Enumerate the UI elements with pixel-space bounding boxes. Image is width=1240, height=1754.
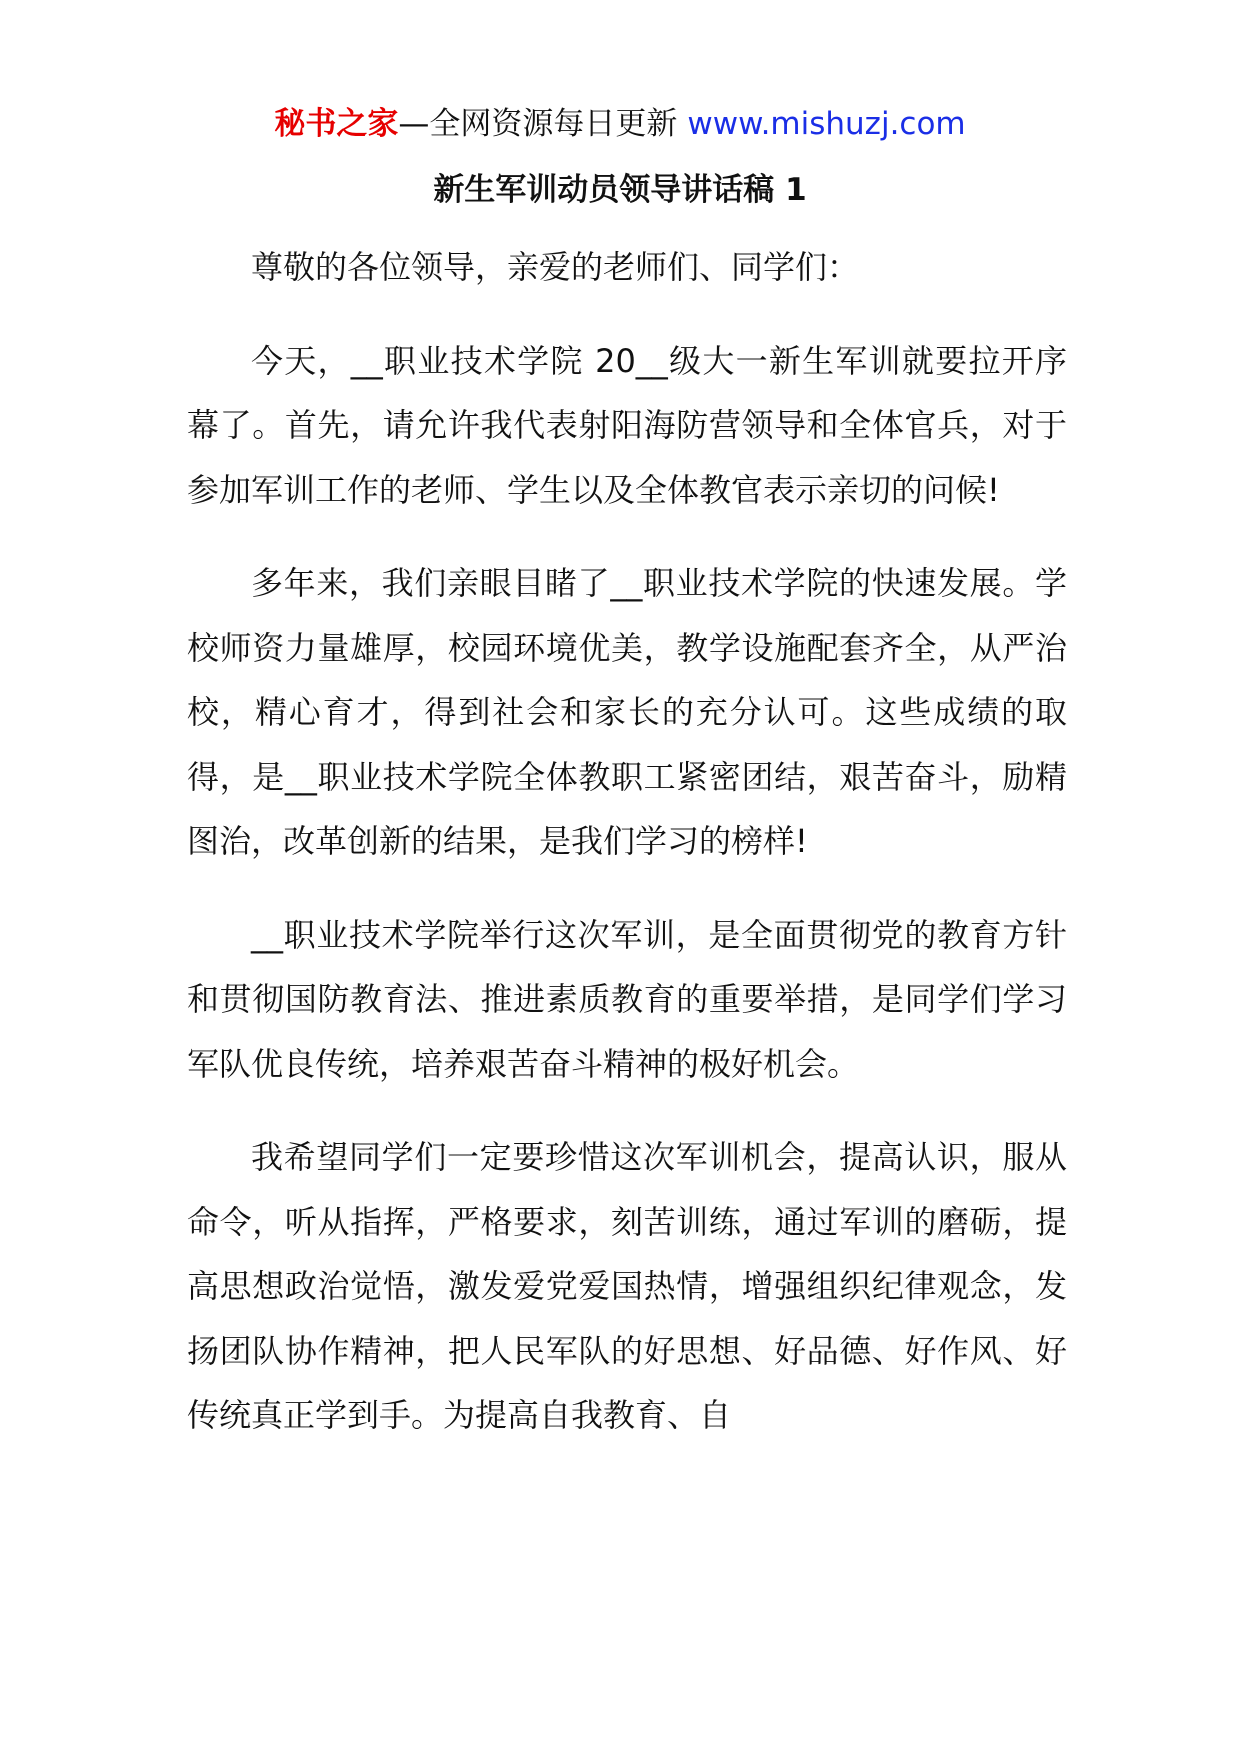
paragraph: __职业技术学院举行这次军训，是全面贯彻党的教育方针和贯彻国防教育法、推进素质教育的重要举措，是同学们学习军队优良传统，培养艰苦奋斗精神的极好机会。 xyxy=(187,915,1067,1083)
paragraph: 多年来，我们亲眼目睹了__职业技术学院的快速发展。学校师资力量雄厚，校园环境优美，教学设施配套齐全，从严治校，精心育才，得到社会和家长的充分认可。这些成绩的取得，是__职业技术学院全体教职工紧密团结，艰苦奋斗，励精图治，改革创新的结果，是我们学习的榜样! xyxy=(187,564,1067,860)
site-tagline: —全网资源每日更新 xyxy=(398,106,678,142)
document-body xyxy=(187,235,1067,1477)
site-header xyxy=(0,104,1240,144)
document-title: 新生军训动员领导讲话稿 1 xyxy=(433,172,807,208)
paragraph-greeting: 尊敬的各位领导，亲爱的老师们、同学们： xyxy=(251,248,860,286)
site-brand: 秘书之家 xyxy=(274,106,399,142)
paragraph: 我希望同学们一定要珍惜这次军训机会，提高认识，服从命令，听从指挥，严格要求，刻苦训练，通过军训的磨砺，提高思想政治觉悟，激发爱党爱国热情，增强组织纪律观念，发扬团队协作精神，把人民军队的好思想、好品德、好作风、好传统真正学到手。为提高自我教育、自 xyxy=(187,1138,1067,1434)
site-url-link[interactable]: www.mishuzj.com xyxy=(687,106,966,142)
paragraph: 今天，__职业技术学院 20__级大一新生军训就要拉开序幕了。首先，请允许我代表射阳海防营领导和全体官兵，对于参加军训工作的老师、学生以及全体教官表示亲切的问候! xyxy=(187,341,1067,509)
